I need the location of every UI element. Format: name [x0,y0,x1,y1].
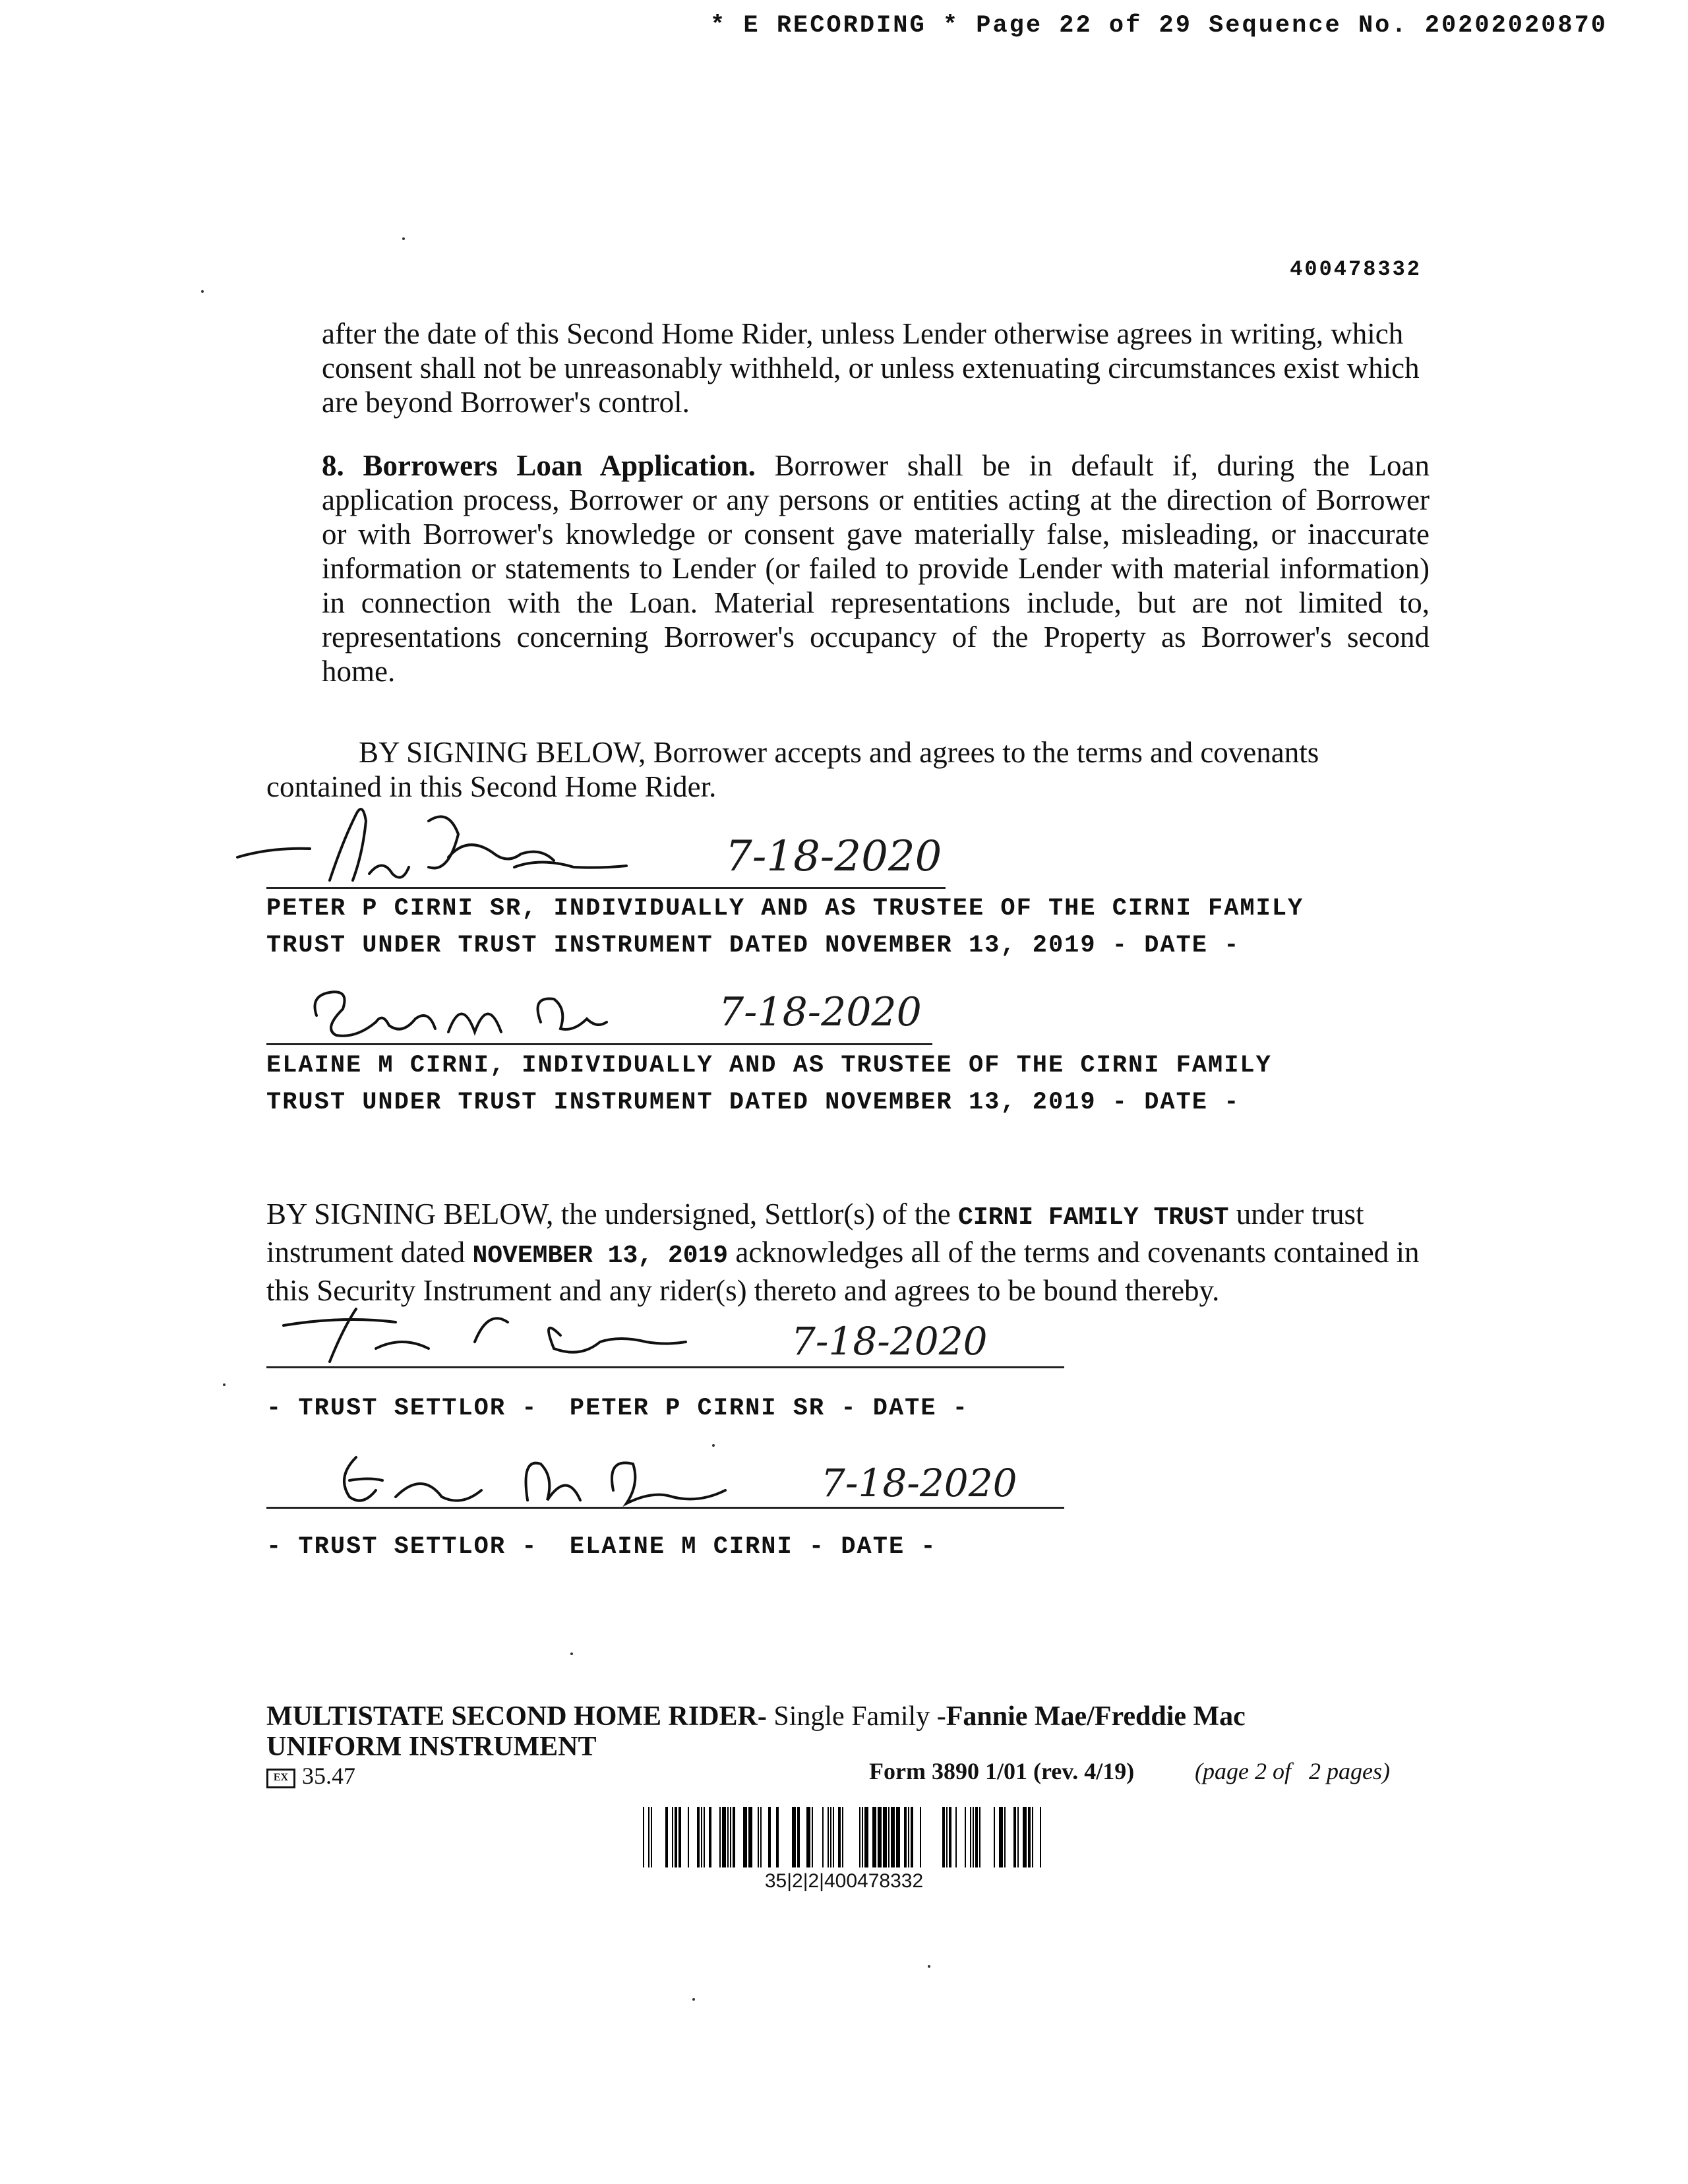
barcode-bar [979,1807,980,1867]
barcode-bar [878,1807,882,1867]
settlor2-caption: - TRUST SETTLOR - ELAINE M CIRNI - DATE - [266,1533,937,1561]
borrower2-signature-line [266,1043,932,1045]
barcode-bar [891,1807,895,1867]
barcode-bar [942,1807,945,1867]
borrower2-caption-line1: ELAINE M CIRNI, INDIVIDUALLY AND AS TRUSTEE OF THE CIRNI FAMILY [266,1052,1272,1079]
barcode-bar [678,1807,681,1867]
barcode-bar [701,1807,702,1867]
form-number: Form 3890 1/01 (rev. 4/19) [869,1758,1135,1784]
barcode-bar [704,1807,705,1867]
barcode-bar [911,1807,913,1867]
form-code [266,1762,355,1790]
borrower1-signature-line [266,887,946,889]
form-title-bold: MULTISTATE SECOND HOME RIDER- [266,1701,767,1732]
settlor-ack-part2: under trust instrument dated [266,1198,1364,1269]
barcode-bar [872,1807,876,1867]
barcode-bar [648,1807,649,1867]
barcode-bar [975,1807,978,1867]
barcode-bar [1004,1807,1006,1867]
barcode-bar [828,1807,829,1867]
barcode-bar [838,1807,841,1867]
barcode-bar [896,1807,900,1867]
borrower2-caption [266,1047,1427,1121]
barcode-bar [812,1807,813,1867]
settlor1-caption: - TRUST SETTLOR - PETER P CIRNI SR - DATE - [266,1395,969,1422]
barcode-bar [830,1807,831,1867]
borrower2-signature-date: 7-18-2020 [719,989,922,1035]
borrower1-caption [266,890,1427,964]
barcode-bar [727,1807,729,1867]
scan-speck [201,290,204,293]
barcode-bar [920,1807,921,1867]
barcode-bar [862,1807,863,1867]
barcode-bar [822,1807,824,1867]
barcode-bar [859,1807,860,1867]
barcode-bar [946,1807,948,1867]
form-code-value: 35.47 [302,1763,355,1789]
form-title-normal: Single Family - [766,1701,946,1732]
barcode-bar [768,1807,771,1867]
barcode-bar [675,1807,677,1867]
trust-date: NOVEMBER 13, 2019 [472,1242,729,1270]
barcode-bar [833,1807,834,1867]
barcode-number: 35|2|2|400478332 [764,1870,924,1892]
settlor1-signature-line [266,1366,1064,1368]
barcode-bar [672,1807,673,1867]
settlor2-signature-date: 7-18-2020 [821,1461,1017,1505]
borrower1-signature [231,795,706,894]
barcode-bar [1040,1807,1041,1867]
barcode-bar [697,1807,700,1867]
barcode-bar [792,1807,796,1867]
barcode-bar [665,1807,668,1867]
borrower2-caption-line2: TRUST UNDER TRUST INSTRUMENT DATED NOVEMBER 13, 2019 - DATE - [266,1089,1240,1116]
barcode-bar [760,1807,762,1867]
barcode-bar [730,1807,731,1867]
barcode-bar [733,1807,735,1867]
scan-speck [570,1653,573,1655]
barcode-bar [776,1807,779,1867]
barcode-bar [949,1807,951,1867]
scan-speck [712,1444,715,1447]
barcode-bar [999,1807,1003,1867]
settlor1-signature [277,1296,738,1368]
scan-speck [402,237,405,240]
barcode-bar [1013,1807,1016,1867]
barcode-bar [1017,1807,1019,1867]
barcode-bar [955,1807,957,1867]
barcode-bar [651,1807,652,1867]
settlor2-signature-line [266,1507,1064,1509]
loan-number: 400478332 [1290,257,1422,282]
form-title [266,1701,1387,1762]
barcode-bar [973,1807,974,1867]
barcode-bar [970,1807,971,1867]
barcode-bar [709,1807,711,1867]
barcode [643,1807,1045,1867]
barcode-bar [643,1807,644,1867]
barcode-bar [904,1807,907,1867]
barcode-bar [748,1807,752,1867]
barcode-bar [1032,1807,1033,1867]
section-8-text: Borrower shall be in default if, during the Loan application process, Borrower or any persons or entities acting at the direction of Borrower or with Borrower's knowledge or consent gave materially false, misleading, or inaccurate information or statements to Lender (or failed to provide Lender with material information) in connection with the Loan. Material representations include, but are not limited to, representations concerning Borrower's occupancy of the Property as Borrower's second home. [322,449,1430,688]
document-mark-icon: EX [266,1769,295,1788]
form-title-bold2: Fannie Mae/Freddie Mac UNIFORM INSTRUMENT [266,1701,1246,1762]
scan-speck [692,1998,695,2001]
barcode-bar [722,1807,726,1867]
barcode-bar [864,1807,868,1867]
settlor-acknowledgment [266,1197,1427,1308]
settlor1-signature-date: 7-18-2020 [791,1319,988,1364]
barcode-bar [883,1807,887,1867]
barcode-bar [758,1807,759,1867]
barcode-bar [888,1807,889,1867]
recording-header: * E RECORDING * Page 22 of 29 Sequence No. 20202020870 [710,12,1608,40]
borrower1-caption-line1: PETER P CIRNI SR, INDIVIDUALLY AND AS TRUSTEE OF THE CIRNI FAMILY [266,895,1304,923]
scan-speck [928,1965,930,1968]
borrower-acknowledgment-text: BY SIGNING BELOW, Borrower accepts and agrees to the terms and covenants contained in this Second Home Rider. [266,736,1319,803]
borrower2-signature [303,983,673,1048]
page-info: (page 2 of 2 pages) [1195,1758,1390,1784]
settlor-ack-part1: BY SIGNING BELOW, the undersigned, Settlor(s) of the [266,1198,951,1230]
barcode-bar [688,1807,689,1867]
barcode-bar [1028,1807,1031,1867]
section-8-heading: 8. Borrowers Loan Application. [322,449,756,482]
borrower1-caption-line2: TRUST UNDER TRUST INSTRUMENT DATED NOVEMBER 13, 2019 - DATE - [266,932,1240,959]
settlor-ack-part3: acknowledges all of the terms and covenants contained in this Security Instrument and any rider(s) thereto and agrees to be bound thereby. [266,1236,1420,1307]
barcode-bar [842,1807,843,1867]
barcode-bar [965,1807,966,1867]
barcode-bar [797,1807,800,1867]
borrower1-signature-date: 7-18-2020 [725,832,942,881]
trust-name: CIRNI FAMILY TRUST [958,1203,1229,1232]
settlor2-signature [330,1444,765,1517]
barcode-bar [1023,1807,1027,1867]
barcode-bar [719,1807,721,1867]
barcode-bar [994,1807,995,1867]
scan-speck [223,1383,226,1386]
barcode-bar [743,1807,747,1867]
barcode-bar [806,1807,810,1867]
continued-paragraph: after the date of this Second Home Rider, unless Lender otherwise agrees in writing, which consent shall not be unreasonably withheld, or unless extenuating circumstances exist which are beyond Borrower's control. [322,317,1420,419]
barcode-bar [908,1807,909,1867]
borrower-acknowledgment [266,735,1427,804]
section-8-paragraph [322,448,1430,688]
